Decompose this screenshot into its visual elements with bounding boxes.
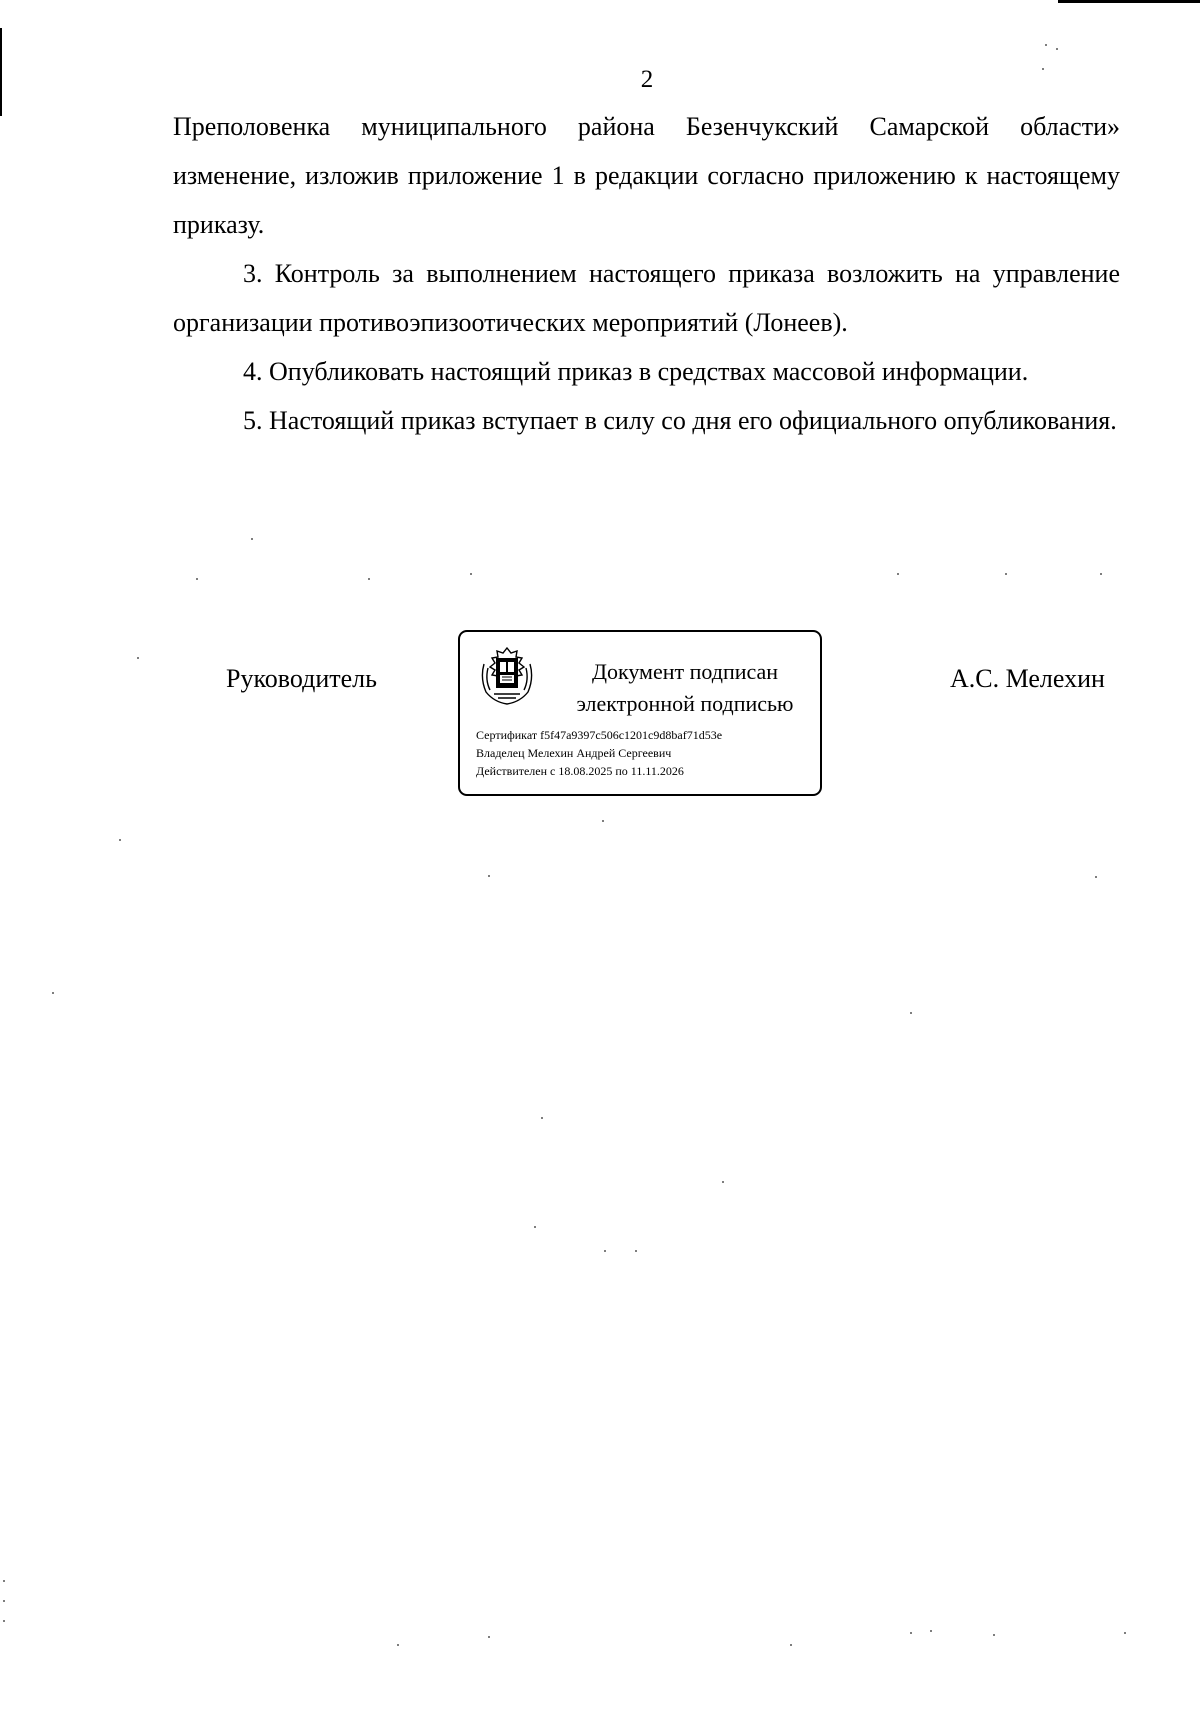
stamp-details bbox=[476, 726, 722, 780]
scan-speck bbox=[3, 1620, 5, 1622]
scan-speck bbox=[910, 1632, 912, 1634]
signer-name: А.С. Мелехин bbox=[950, 664, 1105, 693]
scan-speck bbox=[1124, 1632, 1126, 1634]
scan-edge-top-rule bbox=[1058, 0, 1200, 3]
scan-speck bbox=[1045, 44, 1047, 46]
electronic-signature-stamp bbox=[458, 630, 822, 796]
paragraph-item-4: 4. Опубликовать настоящий приказ в средствах массовой информации. bbox=[243, 357, 1029, 386]
scan-speck bbox=[993, 1634, 995, 1636]
scan-speck bbox=[368, 578, 370, 580]
stamp-title bbox=[560, 656, 810, 720]
coat-of-arms-icon bbox=[476, 644, 538, 708]
scan-speck bbox=[635, 1250, 637, 1252]
scan-speck bbox=[251, 538, 253, 540]
page-number: 2 bbox=[640, 66, 654, 93]
scan-speck bbox=[541, 1117, 543, 1119]
scan-speck bbox=[722, 1181, 724, 1183]
scan-speck bbox=[196, 578, 198, 580]
scan-speck bbox=[470, 573, 472, 575]
scan-speck bbox=[602, 820, 604, 822]
scan-speck bbox=[119, 839, 121, 841]
scan-speck bbox=[897, 573, 899, 575]
scan-speck bbox=[52, 992, 54, 994]
scan-speck bbox=[1095, 876, 1097, 878]
scan-speck bbox=[930, 1630, 932, 1632]
stamp-title-line-2: электронной подписью bbox=[576, 691, 794, 716]
scan-speck bbox=[790, 1644, 792, 1646]
scan-speck bbox=[910, 1012, 912, 1014]
stamp-validity: Действителен с 18.08.2025 по 11.11.2026 bbox=[476, 764, 684, 778]
scan-speck bbox=[1056, 48, 1058, 50]
scan-speck bbox=[534, 1226, 536, 1228]
scan-speck bbox=[3, 1600, 5, 1602]
scan-speck bbox=[397, 1644, 399, 1646]
paragraph-item-3: 3. Контроль за выполнением настоящего приказа возложить на управление организации противоэпизоотических мероприятий (Лонеев). bbox=[173, 259, 1120, 337]
scan-speck bbox=[1100, 573, 1102, 575]
paragraph-continuation: Преполовенка муниципального района Безенчукский Самарской области» изменение, изложив приложение 1 в редакции согласно приложению к настоящему приказу. bbox=[173, 112, 1120, 239]
scan-speck bbox=[488, 875, 490, 877]
scan-speck bbox=[3, 1580, 5, 1582]
scan-speck bbox=[604, 1250, 606, 1252]
scan-speck bbox=[1005, 573, 1007, 575]
stamp-certificate: Сертификат f5f47a9397c506c1201c9d8baf71d53e bbox=[476, 728, 723, 742]
document-body bbox=[173, 102, 1120, 445]
scan-speck bbox=[137, 657, 139, 659]
scan-speck bbox=[488, 1636, 490, 1638]
signer-position-label: Руководитель bbox=[226, 664, 377, 693]
stamp-owner: Владелец Мелехин Андрей Сергеевич bbox=[476, 746, 672, 760]
scan-speck bbox=[1042, 68, 1044, 70]
stamp-title-line-1: Документ подписан bbox=[591, 659, 779, 684]
paragraph-item-5: 5. Настоящий приказ вступает в силу со дня его официального опубликования. bbox=[243, 406, 1117, 435]
